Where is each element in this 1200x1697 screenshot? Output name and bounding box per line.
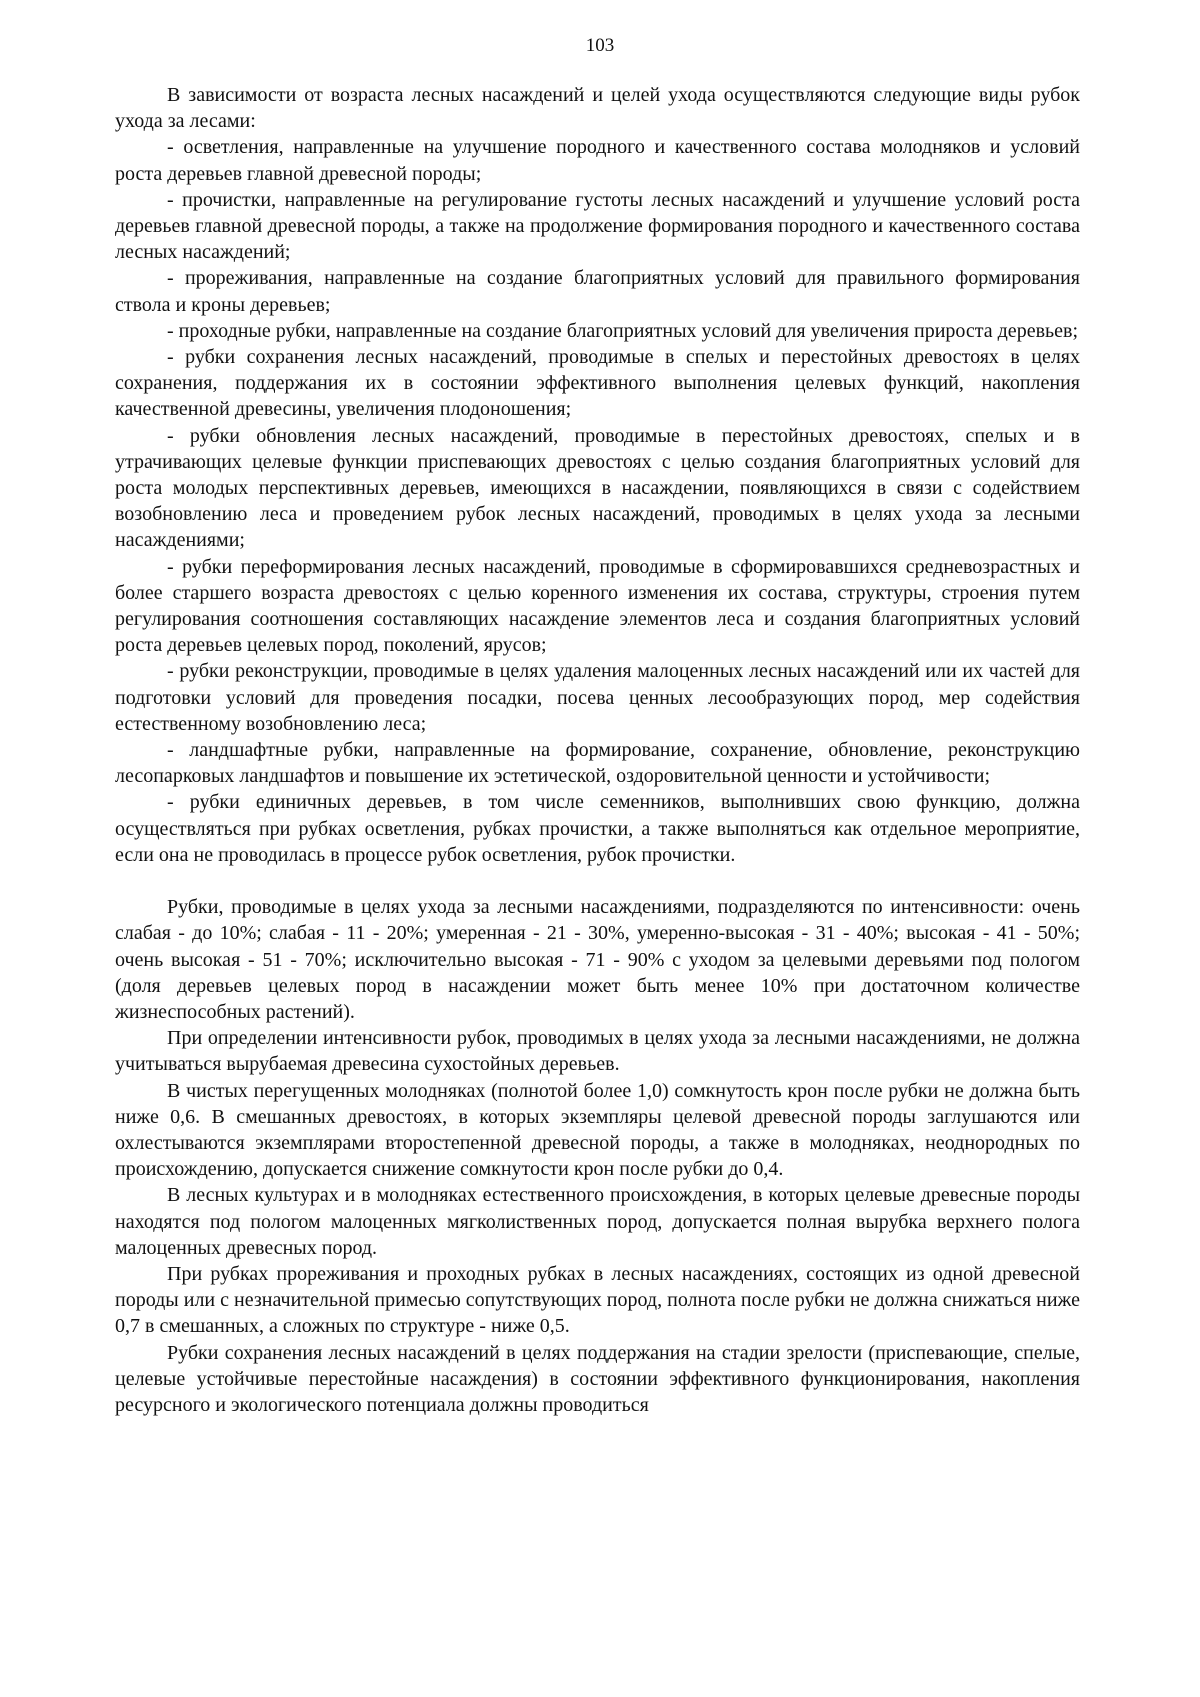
list-item-rubki-obnovleniya: - рубки обновления лесных насаждений, проводимые в перестойных древостоях, спелых и в утрачивающих целевые функции приспевающих древостоях с целью создания благоприятных условий для роста молодых перспективных деревьев, имеющихся в насаждении, появляющихся в связи с содействием возобновлению леса и проведением рубок лесных насаждений, проводимых в целях ухода за лесными насаждениями;	[115, 424, 1080, 552]
list-item-rubki-rekonstruktsii: - рубки реконструкции, проводимые в целях удаления малоценных лесных насаждений или их частей для подготовки условий для проведения посадки, посева ценных лесообразующих пород, мер содействия естественному возобновлению леса;	[115, 660, 1080, 735]
list-item-prorezhivaniya: - прореживания, направленные на создание благоприятных условий для правильного формирования ствола и кроны деревьев;	[115, 267, 1080, 316]
document-body	[115, 82, 1080, 1418]
list-item-prokhodnye-rubki: - проходные рубки, направленные на создание благоприятных условий для увеличения прироста деревьев;	[167, 319, 1079, 342]
list-item-rubki-pereformirovaniya: - рубки переформирования лесных насаждений, проводимые в сформировавшихся средневозрастных и более старшего возраста древостоях с целью коренного изменения их состава, структуры, строения путем регулирования соотношения составляющих насаждение элементов леса и создания благоприятных условий роста деревьев целевых пород, поколений, ярусов;	[115, 555, 1080, 657]
paragraph-rubki-sokhraneniya: Рубки сохранения лесных насаждений в целях поддержания на стадии зрелости (приспевающие, спелые, целевые устойчивые перестойные насаждения) в состоянии эффективного функционирования, накопления ресурсного и экологического потенциала должны проводиться	[115, 1341, 1080, 1416]
list-item-landshaftnye-rubki: - ландшафтные рубки, направленные на формирование, сохранение, обновление, реконструкцию лесопарковых ландшафтов и повышение их эстетической, оздоровительной ценности и устойчивости;	[115, 739, 1080, 788]
paragraph-sukhostoy: При определении интенсивности рубок, проводимых в целях ухода за лесными насаждениями, не должна учитываться вырубаемая древесина сухостойных деревьев.	[115, 1027, 1080, 1076]
page-number: 103	[585, 35, 615, 56]
paragraph-intensivnost: Рубки, проводимые в целях ухода за лесными насаждениями, подразделяются по интенсивности: очень слабая - до 10%; слабая - 11 - 20%; умеренная - 21 - 30%, умеренно-высокая - 31 - 40%; высокая - 41 - 50%; очень высокая - 51 - 70%; исключительно высокая - 71 - 90% с уходом за целевыми деревьями под пологом (доля деревьев целевых пород в насаждении может быть менее 10% при достаточном количестве жизнеспособных растений).	[115, 896, 1080, 1023]
intro-paragraph: В зависимости от возраста лесных насаждений и целей ухода осуществляются следующие виды рубок ухода за лесами:	[115, 84, 1080, 133]
list-item-rubki-edinichnykh-derevev: - рубки единичных деревьев, в том числе семенников, выполнивших свою функцию, должна осуществляться при рубках осветления, рубках прочистки, а также выполняться как отдельное мероприятие, если она не проводилась в процессе рубок осветления, рубок прочистки.	[115, 791, 1080, 866]
list-item-prochistki: - прочистки, направленные на регулирование густоты лесных насаждений и улучшение условий роста деревьев главной древесной породы, а также на продолжение формирования породного и качественного состава лесных насаждений;	[115, 188, 1080, 264]
paragraph-lesnye-kultury: В лесных культурах и в молодняках естественного происхождения, в которых целевые древесные породы находятся под пологом малоценных мягколиственных пород, допускается полная вырубка верхнего полога малоценных древесных пород.	[115, 1184, 1080, 1259]
list-item-osvetleniya: - осветления, направленные на улучшение породного и качественного состава молодняков и условий роста деревьев главной древесной породы;	[115, 136, 1080, 185]
paragraph-polnota: При рубках прореживания и проходных рубках в лесных насаждениях, состоящих из одной древесной породы или с незначительной примесью сопутствующих пород, полнота после рубки не должна снижаться ниже 0,7 в смешанных, а сложных по структуре - ниже 0,5.	[115, 1262, 1080, 1338]
list-item-rubki-sokhraneniya: - рубки сохранения лесных насаждений, проводимые в спелых и перестойных древостоях в целях сохранения, поддержания их в состоянии эффективного выполнения целевых функций, накопления качественной древесины, увеличения плодоношения;	[115, 346, 1080, 421]
paragraph-somknutost: В чистых перегущенных молодняках (полнотой более 1,0) сомкнутость крон после рубки не должна быть ниже 0,6. В смешанных древостоях, в которых экземпляры целевой древесной породы заглушаются или охлестываются экземплярами второстепенной древесной породы, а также в молодняках, неоднородных по происхождению, допускается снижение сомкнутости крон после рубки до 0,4.	[115, 1079, 1080, 1181]
